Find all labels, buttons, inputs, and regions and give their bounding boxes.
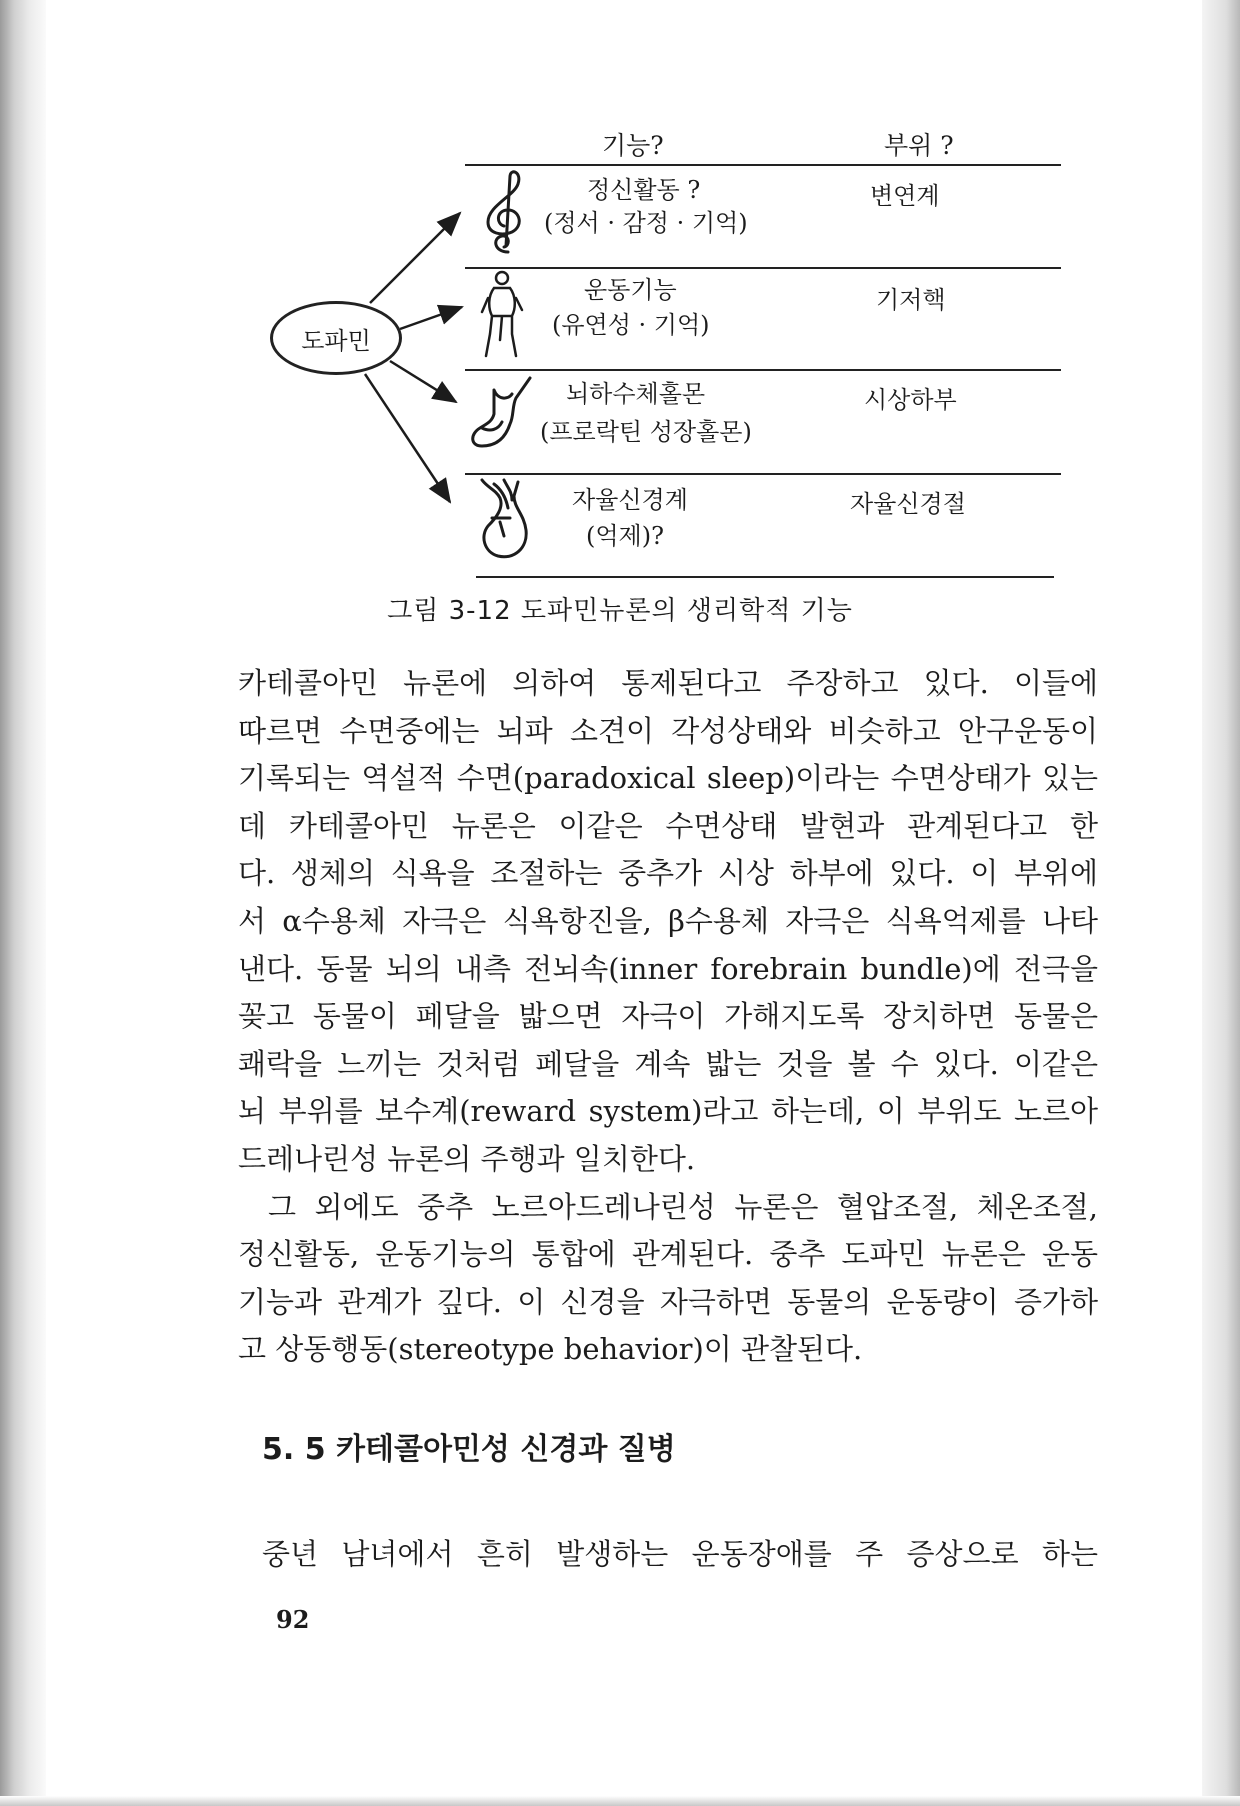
arrow-to-row2 — [400, 307, 462, 329]
text-line: 그 외에도 중추 노르아드레나린성 뉴론은 혈압조절, 체온조절, — [268, 1189, 1098, 1224]
row2-function: 운동기능 — [584, 276, 677, 304]
body-text — [238, 660, 1098, 1374]
text-line: 서 α수용체 자극은 식욕항진을, β수용체 자극은 식욕억제를 나타 — [238, 903, 1098, 938]
text-line: 따르면 수면중에는 뇌파 소견이 각성상태와 비슷하고 안구운동이 — [238, 713, 1098, 748]
row1-function-detail: (정서 · 감정 · 기억) — [544, 209, 748, 237]
row1-function: 정신활동 ? — [587, 176, 701, 204]
text-line: 낸다. 동물 뇌의 내측 전뇌속(inner forebrain bundle)에 전극을 — [238, 951, 1098, 986]
row4-site: 자율신경절 — [850, 490, 966, 518]
arrow-to-row4 — [365, 374, 450, 502]
figure-caption: 그림 3-12 도파민뉴론의 생리학적 기능 — [387, 596, 853, 626]
section-heading: 5. 5 카테콜아민성 신경과 질병 — [262, 1432, 676, 1467]
paragraph-1 — [238, 660, 1098, 1184]
text-line: 고 상동행동(stereotype behavior)이 관찰된다. — [238, 1332, 863, 1367]
text-line: 정신활동, 운동기능의 통합에 관계된다. 중추 도파민 뉴론은 운동 — [238, 1237, 1098, 1272]
paragraph-2 — [238, 1184, 1098, 1374]
arrows — [0, 0, 1240, 640]
row3-function: 뇌하수체홀몬 — [566, 380, 706, 408]
row4-function-detail: (억제)? — [586, 522, 664, 550]
text-line: 기능과 관계가 깊다. 이 신경을 자극하면 동물의 운동량이 증가하 — [238, 1284, 1098, 1319]
text-line: 데 카테콜아민 뉴론은 이같은 수면상태 발현과 관계된다고 한 — [238, 808, 1098, 843]
text-line: 기록되는 역설적 수면(paradoxical sleep)이라는 수면상태가 있는 — [238, 761, 1098, 796]
text-line: 뇌 부위를 보수계(reward system)라고 하는데, 이 부위도 노르아 — [238, 1094, 1098, 1129]
arrow-to-row3 — [390, 361, 456, 402]
row1-site: 변연계 — [870, 182, 940, 210]
text-line: 드레나린성 뉴론의 주행과 일치한다. — [238, 1141, 696, 1176]
row3-function-detail: (프로락틴 성장홀몬) — [540, 418, 752, 446]
header-function: 기능? — [602, 131, 664, 160]
arrow-to-row1 — [370, 213, 460, 303]
row4-function: 자율신경계 — [572, 486, 688, 514]
text-line: 꽂고 동물이 페달을 밟으면 자극이 가해지도록 장치하면 동물은 — [238, 999, 1098, 1034]
text-line: 카테콜아민 뉴론에 의하여 통제된다고 주장하고 있다. 이들에 — [238, 666, 1098, 700]
text-line: 다. 생체의 식욕을 조절하는 중추가 시상 하부에 있다. 이 부위에 — [238, 856, 1098, 891]
text-line: 쾌락을 느끼는 것처럼 페달을 계속 밟는 것을 볼 수 있다. 이같은 — [238, 1046, 1098, 1081]
figure-dopamine-functions — [0, 0, 1240, 640]
row3-site: 시상하부 — [864, 386, 957, 414]
page-number: 92 — [276, 1605, 310, 1634]
page-shadow — [0, 1796, 1240, 1806]
dopamine-label: 도파민 — [301, 326, 371, 355]
row2-site: 기저핵 — [876, 286, 946, 314]
text-line: 중년 남녀에서 흔히 발생하는 운동장애를 주 증상으로 하는 — [262, 1537, 1098, 1571]
dopamine-node — [270, 301, 402, 375]
row2-function-detail: (유연성 · 기억) — [552, 311, 710, 339]
header-site: 부위 ? — [884, 131, 954, 160]
